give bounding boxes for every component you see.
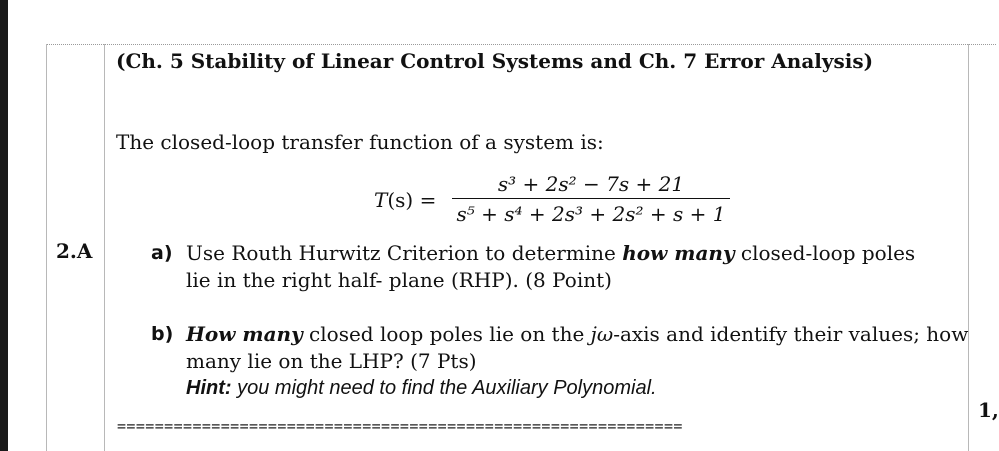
part-b-emphasis: How many [186, 322, 303, 346]
points-column-divider [968, 44, 969, 451]
equation-numerator: s³ + 2s² − 7s + 21 [497, 172, 685, 196]
equation-equals: = [419, 188, 437, 212]
hint-line [186, 377, 657, 400]
hint-text: you might need to find the Auxiliary Polynomial. [231, 377, 657, 399]
part-a-line-1 [186, 241, 915, 265]
equation-denominator: s⁵ + s⁴ + 2s³ + 2s² + s + 1 [456, 202, 726, 226]
equation-lhs [374, 188, 436, 212]
part-a-text-pre: Use Routh Hurwitz Criterion to determine [186, 241, 623, 265]
fraction-bar [452, 198, 730, 199]
left-edge-strip [0, 0, 8, 451]
equation-fraction [452, 171, 730, 227]
part-b-text-mid: closed loop poles lie on the [302, 322, 591, 346]
hint-label: Hint: [186, 377, 232, 399]
part-a-emphasis: how many [622, 241, 735, 265]
equation-variable: (s) [387, 188, 414, 212]
points-column-text: 1, [978, 398, 999, 422]
chapter-title: (Ch. 5 Stability of Linear Control Systems and Ch. 7 Error Analysis) [116, 49, 874, 73]
question-intro: The closed-loop transfer function of a system is: [116, 130, 604, 154]
part-b-jw-symbol: jω [590, 322, 614, 346]
part-b-text-post: -axis and identify their values; how [613, 322, 969, 346]
equation-function-name: T [374, 188, 388, 212]
part-a-letter: a) [151, 242, 173, 264]
part-b-line-1 [186, 322, 968, 346]
part-a-text-post: closed-loop poles [734, 241, 916, 265]
part-b-line-2: many lie on the LHP? (7 Pts) [186, 349, 477, 373]
table-top-border [46, 44, 996, 45]
separator-line: ============================================================ [117, 417, 683, 435]
table-left-border [46, 44, 47, 451]
part-a-line-2: lie in the right half- plane (RHP). (8 Point) [186, 268, 612, 292]
part-b-letter: b) [151, 323, 174, 345]
question-number-label: 2.A [56, 239, 93, 263]
label-column-divider [104, 44, 105, 451]
